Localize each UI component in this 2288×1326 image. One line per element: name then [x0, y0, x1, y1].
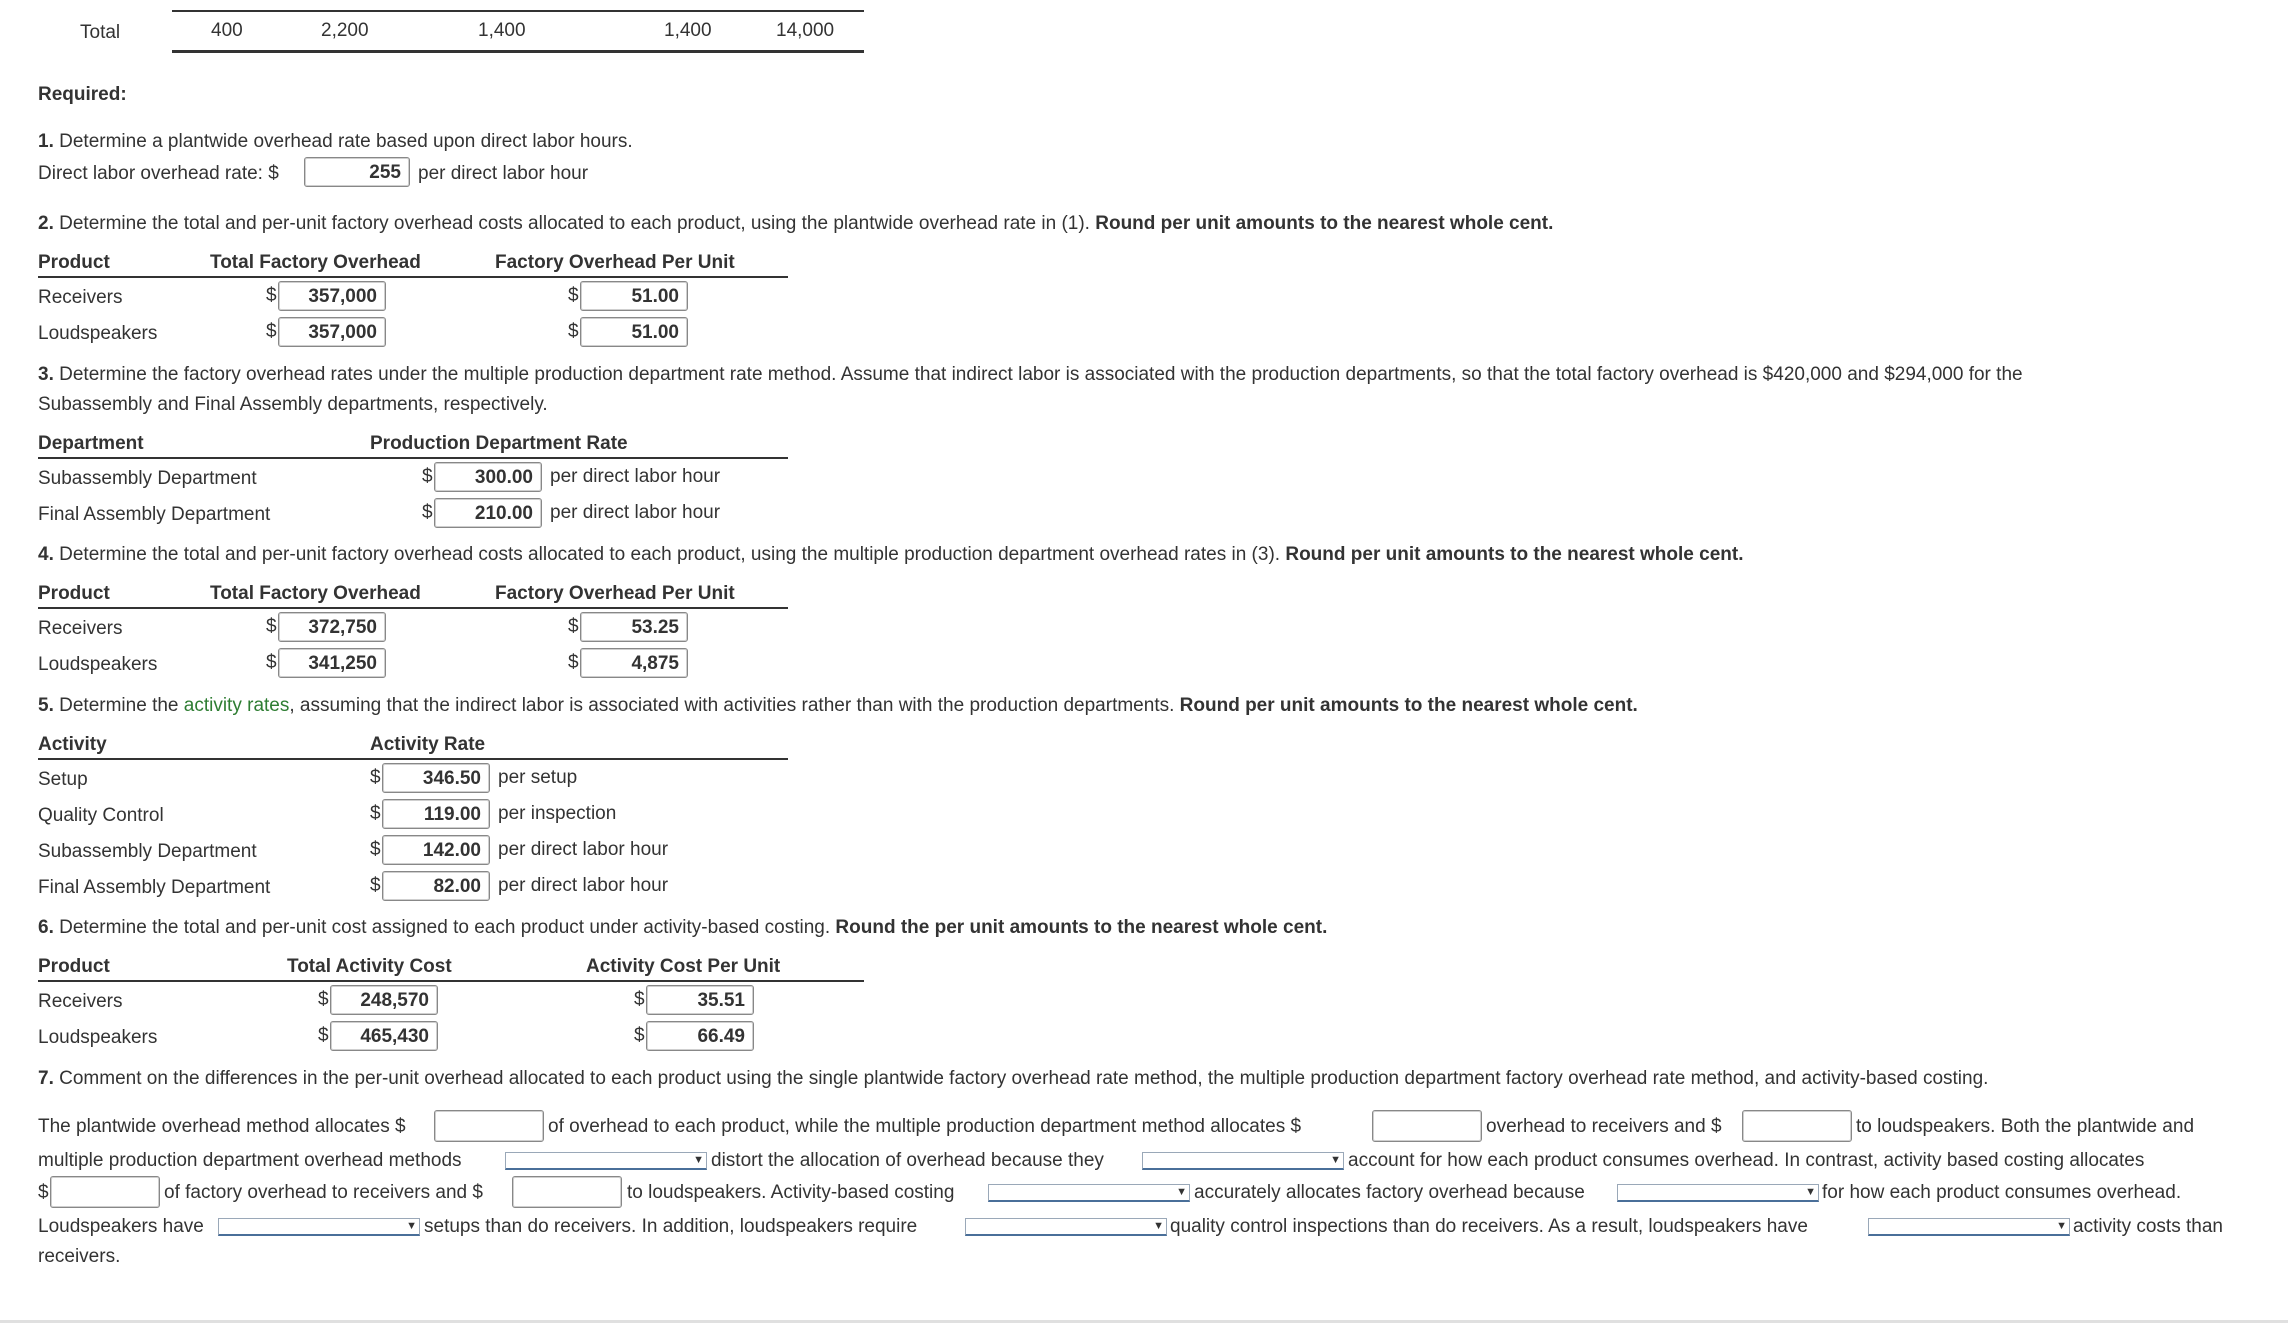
total-value-4: 1,400: [664, 20, 712, 41]
q3-row2-dollar: $: [422, 502, 433, 523]
q6-row2-total-input[interactable]: 465,430: [330, 1021, 438, 1051]
q4-row2-product: Loudspeakers: [38, 654, 158, 675]
q5-row1-suffix: per setup: [498, 767, 578, 788]
activity-rates-link[interactable]: activity rates: [183, 695, 290, 716]
footer-rule: [0, 1320, 2288, 1323]
q7-p3: overhead to receivers and $: [1486, 1116, 1722, 1137]
q7-because-select[interactable]: [1617, 1184, 1819, 1202]
q5-header-activity: Activity: [38, 734, 107, 755]
total-label: Total: [80, 22, 121, 43]
q3-row1-suffix: per direct labor hour: [550, 466, 721, 487]
total-value-1: 400: [211, 20, 243, 41]
q7-p9: of factory overhead to receivers and $: [164, 1182, 483, 1203]
q2-row1-dollar: $: [266, 285, 277, 306]
q6-header-per-unit: Activity Cost Per Unit: [586, 956, 781, 977]
q7-p14: setups than do receivers. In addition, loudspeakers require: [424, 1216, 918, 1237]
q6-header-rule: [38, 980, 864, 982]
q2-row2-dollar: $: [266, 321, 277, 342]
q5-row4-rate-input[interactable]: 82.00: [382, 871, 490, 901]
q7-p13: Loudspeakers have: [38, 1216, 204, 1237]
q2-header-rule: [38, 276, 788, 278]
chevron-down-icon: ▼: [1176, 1186, 1187, 1198]
q2-header-product: Product: [38, 252, 110, 273]
q7-text: 7. Comment on the differences in the per-unit overhead allocated to each product using the single plantwide factory overhead rate method, the multiple production department factory overhead rate method, and activity-based costing.: [38, 1068, 1989, 1089]
q4-row2-unit-input[interactable]: 4,875: [580, 648, 688, 678]
q7-p2: of overhead to each product, while the multiple production department method allocates $: [548, 1116, 1302, 1137]
q3-row1-dept: Subassembly Department: [38, 468, 257, 489]
q3-row1-dollar: $: [422, 466, 433, 487]
q5-row2-rate-input[interactable]: 119.00: [382, 799, 490, 829]
q2-row1-unit-input[interactable]: 51.00: [580, 281, 688, 311]
q7-p4: to loudspeakers. Both the plantwide and: [1856, 1116, 2195, 1137]
q4-row1-unit-input[interactable]: 53.25: [580, 612, 688, 642]
q6-row1-unit-input[interactable]: 35.51: [646, 985, 754, 1015]
q7-p1: The plantwide overhead method allocates $: [38, 1116, 406, 1137]
q1-rate-input[interactable]: 255: [304, 157, 410, 187]
q2-row2-dollar-unit: $: [568, 321, 579, 342]
q6-row1-total-input[interactable]: 248,570: [330, 985, 438, 1015]
q5-header-rule: [38, 758, 788, 760]
q4-row2-dollar: $: [266, 652, 277, 673]
q6-row2-dollar: $: [318, 1025, 329, 1046]
q6-text: 6. Determine the total and per-unit cost assigned to each product under activity-based costing. Round the per unit amounts to the nearest whole cent.: [38, 917, 1328, 938]
q7-p12: for how each product consumes overhead.: [1822, 1182, 2182, 1203]
q7-p17: receivers.: [38, 1246, 121, 1267]
q4-row1-total-input[interactable]: 372,750: [278, 612, 386, 642]
total-value-2: 2,200: [321, 20, 369, 41]
q6-row1-product: Receivers: [38, 991, 123, 1012]
q2-row1-product: Receivers: [38, 287, 123, 308]
q4-row1-dollar-unit: $: [568, 616, 579, 637]
q6-row2-unit-input[interactable]: 66.49: [646, 1021, 754, 1051]
q3-row1-rate-input[interactable]: 300.00: [434, 462, 542, 492]
q2-header-total: Total Factory Overhead: [210, 252, 421, 273]
q4-header-product: Product: [38, 583, 110, 604]
q5-row2-suffix: per inspection: [498, 803, 617, 824]
chevron-down-icon: ▼: [693, 1154, 704, 1166]
q5-row3-dollar: $: [370, 839, 381, 860]
q1-rate-label: Direct labor overhead rate: $: [38, 163, 279, 184]
q2-header-per-unit: Factory Overhead Per Unit: [495, 252, 735, 273]
q7-multi-loudspeakers-input[interactable]: [1742, 1110, 1852, 1142]
q5-row3-rate-input[interactable]: 142.00: [382, 835, 490, 865]
q2-row2-total-input[interactable]: 357,000: [278, 317, 386, 347]
q3-header-rule: [38, 457, 788, 459]
q5-row2-dollar: $: [370, 803, 381, 824]
q5-row4-activity: Final Assembly Department: [38, 877, 271, 898]
q4-row1-product: Receivers: [38, 618, 123, 639]
top-table-rule-top: [172, 10, 864, 12]
q2-text: 2. Determine the total and per-unit factory overhead costs allocated to each product, using the plantwide overhead rate in (1). Round per unit amounts to the nearest whole cent.: [38, 213, 1554, 234]
q7-p5: multiple production department overhead methods: [38, 1150, 462, 1171]
q6-header-product: Product: [38, 956, 110, 977]
chevron-down-icon: ▼: [1330, 1154, 1341, 1166]
chevron-down-icon: ▼: [1153, 1220, 1164, 1232]
q7-accurately-select[interactable]: [988, 1184, 1190, 1202]
q7-p15: quality control inspections than do receivers. As a result, loudspeakers have: [1170, 1216, 1808, 1237]
total-value-5: 14,000: [776, 20, 835, 41]
q4-header-rule: [38, 607, 788, 609]
total-value-3: 1,400: [478, 20, 526, 41]
q5-header-rate: Activity Rate: [370, 734, 486, 755]
q6-row2-product: Loudspeakers: [38, 1027, 158, 1048]
q2-row2-unit-input[interactable]: 51.00: [580, 317, 688, 347]
q3-row2-rate-input[interactable]: 210.00: [434, 498, 542, 528]
q2-row1-dollar-unit: $: [568, 285, 579, 306]
q3-header-rate: Production Department Rate: [370, 433, 628, 454]
q5-row4-dollar: $: [370, 875, 381, 896]
q5-row4-suffix: per direct labor hour: [498, 875, 669, 896]
q5-row1-activity: Setup: [38, 769, 88, 790]
q3-row2-dept: Final Assembly Department: [38, 504, 271, 525]
q7-abc-loudspeakers-input[interactable]: [512, 1176, 622, 1208]
q5-row3-suffix: per direct labor hour: [498, 839, 669, 860]
chevron-down-icon: ▼: [1805, 1186, 1816, 1198]
q2-row1-total-input[interactable]: 357,000: [278, 281, 386, 311]
q6-row2-dollar-unit: $: [634, 1025, 645, 1046]
q5-row2-activity: Quality Control: [38, 805, 164, 826]
q7-p6: distort the allocation of overhead because they: [711, 1150, 1104, 1171]
q7-account-select[interactable]: [1142, 1152, 1344, 1170]
q1-text: 1. Determine a plantwide overhead rate based upon direct labor hours.: [38, 131, 633, 152]
q7-p11: accurately allocates factory overhead because: [1194, 1182, 1585, 1203]
q6-row1-dollar: $: [318, 989, 329, 1010]
q7-abc-receivers-input[interactable]: [50, 1176, 160, 1208]
q5-text: 5. Determine the activity rates, assuming that the indirect labor is associated with activities rather than with the production departments. Round per unit amounts to the nearest whole cent.: [38, 695, 1638, 716]
q7-inspections-select[interactable]: [965, 1218, 1167, 1236]
q5-row1-dollar: $: [370, 767, 381, 788]
q2-row2-product: Loudspeakers: [38, 323, 158, 344]
q3-header-dept: Department: [38, 433, 144, 454]
chevron-down-icon: ▼: [2056, 1220, 2067, 1232]
q6-header-total: Total Activity Cost: [287, 956, 452, 977]
q7-p7: account for how each product consumes overhead. In contrast, activity based costing allocates: [1348, 1150, 2145, 1171]
q4-row2-total-input[interactable]: 341,250: [278, 648, 386, 678]
q4-header-total: Total Factory Overhead: [210, 583, 421, 604]
q7-multi-receivers-input[interactable]: [1372, 1110, 1482, 1142]
top-table-rule-bottom: [172, 50, 864, 53]
q7-p10: to loudspeakers. Activity-based costing: [627, 1182, 955, 1203]
q7-p16: activity costs than: [2073, 1216, 2223, 1237]
q4-row2-dollar-unit: $: [568, 652, 579, 673]
q5-row1-rate-input[interactable]: 346.50: [382, 763, 490, 793]
q3-text-line2: Subassembly and Final Assembly departments, respectively.: [38, 394, 548, 415]
q5-row3-activity: Subassembly Department: [38, 841, 257, 862]
q3-text-line1: 3. Determine the factory overhead rates under the multiple production department rate method. Assume that indirect labor is associated with the production departments, so that the total factory overhead is $420,000 and $294,000 for the: [38, 364, 2023, 385]
q4-text: 4. Determine the total and per-unit factory overhead costs allocated to each product, using the multiple production department overhead rates in (3). Round per unit amounts to the nearest whole cent.: [38, 544, 1744, 565]
q7-p8: $: [38, 1182, 49, 1203]
q6-row1-dollar-unit: $: [634, 989, 645, 1010]
q7-distort-select[interactable]: [505, 1152, 707, 1170]
chevron-down-icon: ▼: [406, 1220, 417, 1232]
q7-plantwide-amount-input[interactable]: [434, 1110, 544, 1142]
required-heading: Required:: [38, 84, 127, 105]
q4-header-per-unit: Factory Overhead Per Unit: [495, 583, 735, 604]
q3-row2-suffix: per direct labor hour: [550, 502, 721, 523]
q4-row1-dollar: $: [266, 616, 277, 637]
q7-setups-select[interactable]: [218, 1218, 420, 1236]
q7-activity-costs-select[interactable]: [1868, 1218, 2070, 1236]
q1-rate-suffix: per direct labor hour: [418, 163, 589, 184]
